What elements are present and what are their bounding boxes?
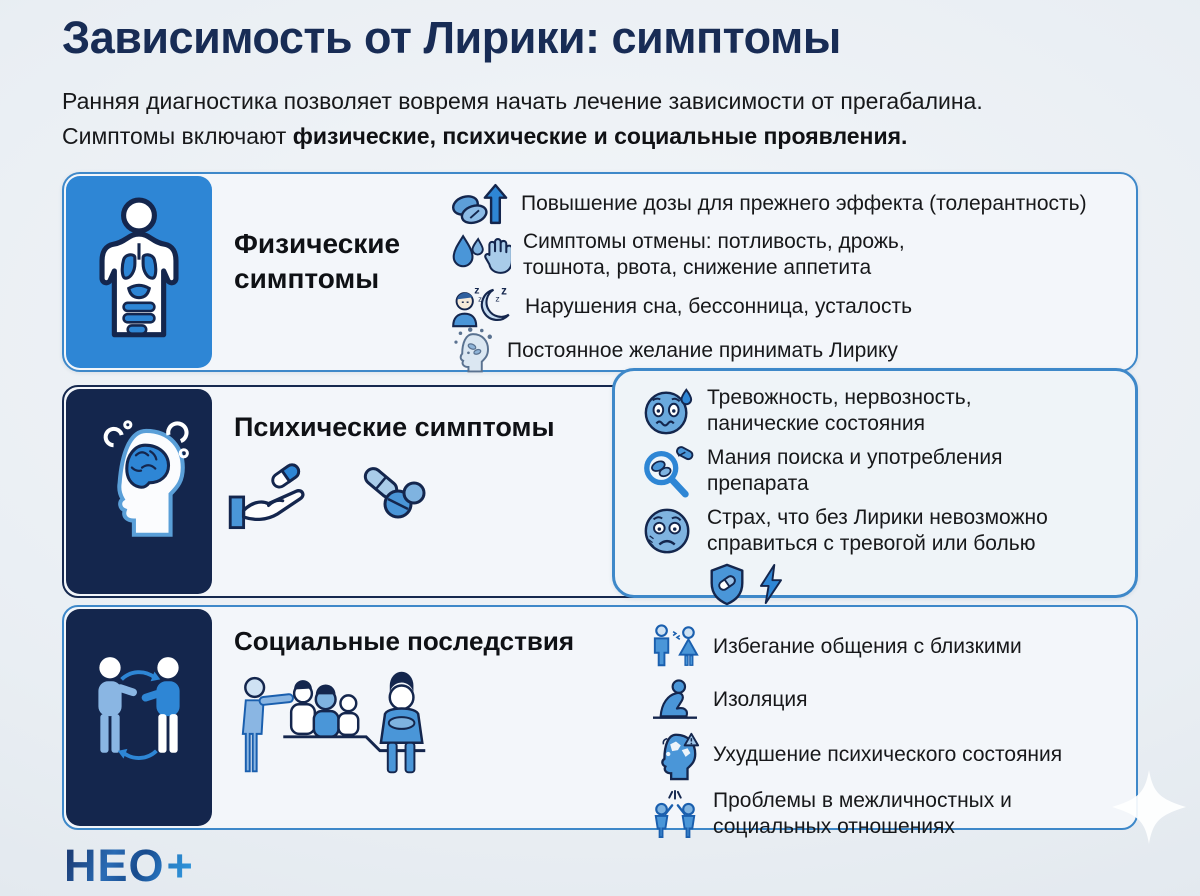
list-item [649,729,1129,781]
section-title-psychological: Психические симптомы [234,412,555,442]
section-physical [62,172,1138,372]
page-title: Зависимость от Лирики: симптомы [62,12,841,63]
svg-text:z: z [495,293,500,304]
coping-icons-row [707,563,1121,605]
social-items [649,623,1129,848]
svg-text:z: z [501,285,507,298]
conflict-icon [649,789,701,839]
list-item [449,330,1149,372]
anxious-face-icon [641,384,695,438]
section-title-physical: Физические симптомы [234,228,401,294]
lightning-icon [757,563,784,605]
section-social [62,605,1138,839]
item-text: Ухудшение психического состояния [713,742,1063,766]
page-subtitle [62,84,1152,153]
svg-text:z: z [474,284,480,297]
logo-plus-icon: + [166,840,194,891]
svg-text:z: z [478,294,482,304]
hand-giving-pill-icon [226,453,332,541]
list-item [649,623,1129,671]
item-text: Проблемы в межличностных и социальных отношениях [713,789,1012,839]
item-text: Тревожность, нервозность, панические состояния [707,385,972,435]
list-item [649,678,1129,722]
list-item [641,503,1121,559]
avoid-people-icon [649,623,701,671]
list-item [641,383,1121,439]
sweat-withdrawal-icon [449,230,511,280]
search-pills-icon [641,443,695,499]
neo-logo [64,840,194,892]
list-item [449,182,1149,226]
item-text: Нарушения сна, бессонница, усталость [525,294,913,318]
people-exchange-icon [66,609,212,826]
sparkle-decoration-icon [1112,770,1186,844]
logo-text: НЕО [64,840,165,891]
list-item [449,284,1149,330]
item-text: Страх, что без Лирики невозможно справиться с тревогой или болью [707,505,1048,555]
isolation-icon [649,678,701,722]
subtitle-line1: Ранняя диагностика позволяет вовремя начать лечение зависимости от прегабалина. [62,88,983,114]
human-body-organs-icon [66,176,212,368]
physical-items [449,182,1149,372]
mental-decline-icon [649,729,701,781]
fear-face-icon [641,504,695,558]
item-text: Изоляция [713,687,808,711]
pills-pair-icon [350,461,430,525]
sleep-moon-icon [449,284,513,330]
item-text: Избегание общения с близкими [713,634,1022,658]
brain-head-icon [66,389,212,594]
section-title-social: Социальные последствия [234,626,575,656]
shield-pill-icon [707,562,747,606]
psych-items [615,371,1139,613]
psych-items-panel [612,368,1138,598]
group-rejection-icon [232,667,444,779]
item-text: Симптомы отмены: потливость, дрожь, тошнота, рвота, снижение аппетита [523,229,905,279]
item-text: Мания поиска и употребления препарата [707,445,1003,495]
item-text: Постоянное желание принимать Лирику [507,338,898,362]
list-item [449,226,1149,284]
craving-head-icon [449,327,495,375]
item-text: Повышение дозы для прежнего эффекта (толерантность) [521,191,1087,215]
subtitle-line2: Симптомы включают [62,122,293,149]
list-item [641,443,1121,499]
pills-increase-icon [449,182,509,227]
subtitle-line2-bold: физические, психические и социальные проявления. [292,122,908,149]
list-item [649,788,1129,841]
